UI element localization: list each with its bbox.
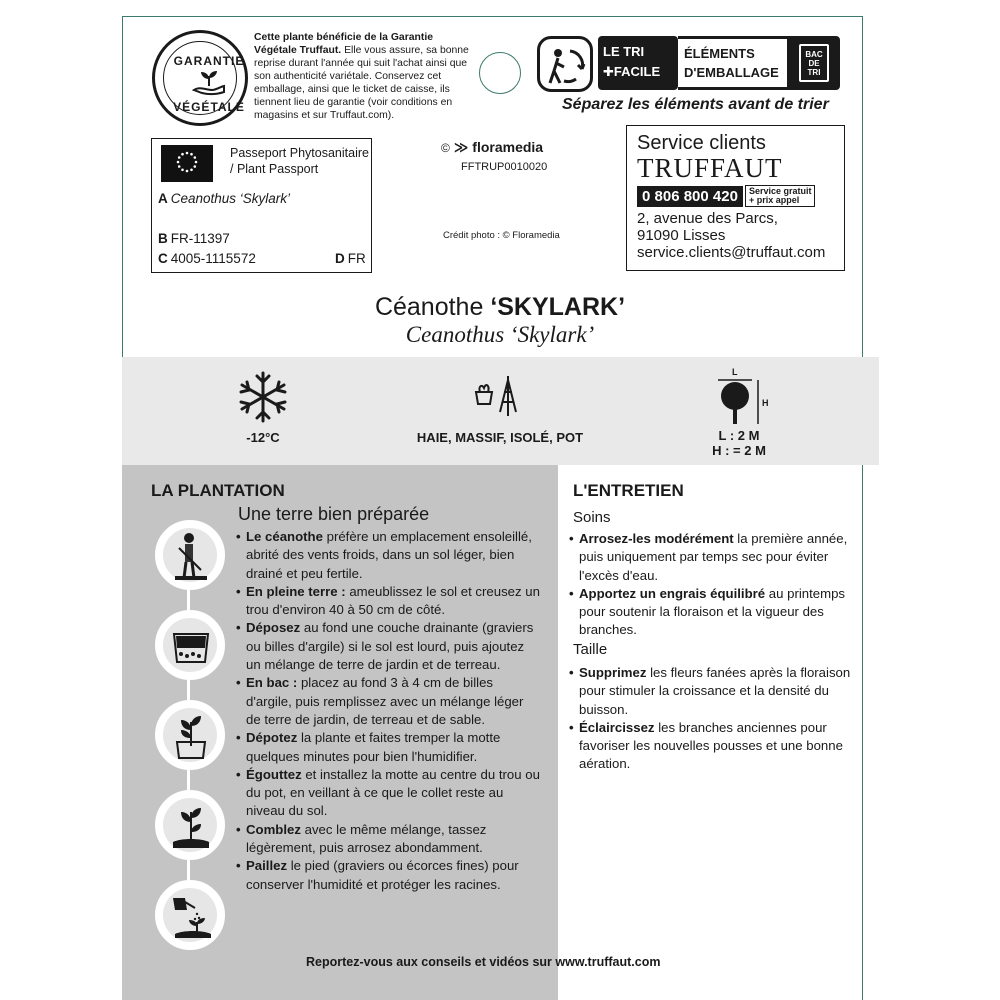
list-item: • Éclaircissez les branches anciennes pour favoriser les nouvelles pousses et une bonne aération.: [569, 719, 859, 774]
list-item: • Paillez le pied (graviers ou écorces fines) pour conserver l'humidité et protéger les racines.: [236, 857, 540, 894]
entretien-heading: L'ENTRETIEN: [573, 481, 684, 500]
hardiness-label: -12°C: [246, 430, 280, 445]
step-watering: [155, 880, 225, 950]
passport-row-a: A Ceanothus ‘Skylark’: [158, 191, 291, 206]
floramedia-mark-icon: ≫: [453, 139, 469, 155]
recycle-triman-icon: [537, 36, 593, 92]
product-title: Céanothe ‘SKYLARK’: [374, 293, 626, 321]
plantation-list: [236, 528, 540, 894]
service-phone: 0 806 800 420: [637, 186, 743, 207]
service-title: Service clients: [637, 132, 766, 154]
hanging-hole: [479, 52, 521, 94]
plant-passport: [151, 138, 372, 273]
gardener-digging-icon: [171, 530, 211, 582]
repotting-icon: [171, 712, 211, 760]
planting-icon: [171, 802, 211, 850]
list-item: • Supprimez les fleurs fanées après la floraison pour stimuler la croissance et la densité du buisson.: [569, 664, 859, 719]
soins-heading: Soins: [573, 509, 611, 526]
passport-title: Passeport Phytosanitaire: [230, 146, 369, 160]
step-repotting: [155, 700, 225, 770]
width-label: L : 2 M: [718, 428, 760, 443]
packaging-elements-label: ÉLÉMENTS D'EMBALLAGE: [678, 36, 790, 90]
product-latin-name: Ceanothus ‘Skylark’: [405, 322, 595, 347]
taille-heading: Taille: [573, 641, 608, 658]
plus-icon: ✚: [603, 64, 614, 79]
taille-list: [569, 664, 859, 774]
list-item: • Dépotez la plante et faites tremper la motte quelques minutes pour bien l'humidifier.: [236, 729, 540, 766]
plantation-heading: LA PLANTATION: [151, 481, 285, 500]
trash-bin-icon: BAC DE TRI: [790, 36, 840, 90]
footer-link-text: Reportez-vous aux conseils et vidéos sur www.truffaut.com: [306, 955, 661, 969]
photo-credit: Crédit photo : © Floramedia: [443, 230, 560, 241]
tree-dimensions-icon: [710, 366, 774, 428]
service-email: service.clients@truffaut.com: [637, 244, 826, 261]
step-drainage: [155, 610, 225, 680]
list-item: • Le céanothe préfère un emplacement ensoleillé, abrité des vents froids, dans un sol léger, bien drainé et peu fertile.: [236, 528, 540, 583]
floramedia-logo: © ≫ floramedia: [441, 139, 544, 155]
service-address: 2, avenue des Parcs, 91090 Lisses service.clients@truffaut.com: [637, 210, 834, 261]
height-label: H : = 2 M: [712, 443, 766, 458]
list-item: • Égouttez et installez la motte au centre du trou ou du pot, en veillant à ce que le collet reste au niveau du sol.: [236, 766, 540, 821]
step-digging: [155, 520, 225, 590]
svg-text:L: L: [732, 367, 738, 377]
customer-service-box: [626, 125, 845, 271]
seal-top-text: GARANTIE: [173, 54, 245, 68]
recycling-instruction: Séparez les éléments avant de trier: [562, 96, 829, 113]
list-item: • Comblez avec le même mélange, tassez légèrement, puis arrosez abondamment.: [236, 821, 540, 858]
list-item: • Déposez au fond une couche drainante (graviers ou billes d'argile) si le sol est lourd, puis ajoutez un mélange de terre de jardin et de terreau.: [236, 619, 540, 674]
guarantee-text: Cette plante bénéficie de la Garantie Végétale Truffaut. Elle vous assure, sa bonne reprise durant l'année qui suit l'achat ainsi que son authenticité variétale. Conservez cet emballage, ainsi que le ticket de caisse, ils tiennent lieu de garantie (voir conditions en magasins et sur Truffaut.com).: [254, 32, 469, 121]
passport-row-b: B FR-11397: [158, 231, 230, 246]
snowflake-icon: [236, 370, 290, 424]
passport-row-d: D FR: [335, 251, 366, 266]
guarantee-seal: [152, 30, 248, 126]
uses-label: HAIE, MASSIF, ISOLÉ, POT: [416, 430, 584, 445]
passport-subtitle: / Plant Passport: [230, 162, 319, 176]
soins-list: [569, 530, 859, 640]
floramedia-code: FFTRUP0010020: [461, 161, 548, 173]
plantation-subheading: Une terre bien préparée: [238, 504, 430, 524]
watering-icon: [169, 892, 213, 940]
drainage-pot-icon: [172, 628, 210, 664]
hand-sprout-icon: [190, 70, 228, 96]
seal-bottom-text: VÉGÉTALE: [173, 100, 245, 114]
list-item: • En bac : placez au fond 3 à 4 cm de billes d'argile, puis remplissez avec un mélange léger de terre de jardin, de terreau et de sable.: [236, 674, 540, 729]
list-item: • En pleine terre : ameublissez le sol et creusez un trou d'environ 40 à 50 cm de côté.: [236, 583, 540, 620]
hedge-pot-icon: [472, 372, 524, 420]
eu-flag-icon: [161, 145, 213, 182]
list-item: • Arrosez-les modérément la première année, puis uniquement par temps sec pour éviter l'excès d'eau.: [569, 530, 859, 585]
tri-facile-badge: LE TRI ✚FACILE: [598, 36, 678, 90]
service-tag: Service gratuit + prix appel: [745, 185, 816, 207]
service-brand: TRUFFAUT: [637, 153, 783, 183]
step-planting: [155, 790, 225, 860]
list-item: • Apportez un engrais équilibré au printemps pour soutenir la floraison et la vigueur des branches.: [569, 585, 859, 640]
svg-text:H: H: [762, 398, 769, 408]
passport-row-c: C 4005-1115572: [158, 251, 256, 266]
